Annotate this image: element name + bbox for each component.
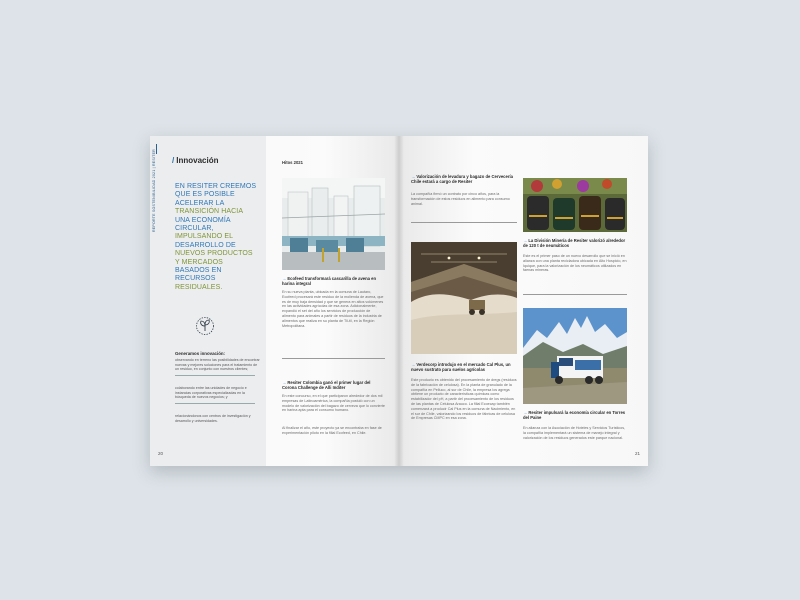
statement-line: Y MERCADOS [175, 258, 223, 266]
generamos-title: Generamos innovación: [175, 351, 226, 356]
divider [523, 294, 627, 295]
statement-line: DESARROLLO DE [175, 241, 236, 249]
torres-del-paine-photo [523, 308, 627, 404]
divider [282, 358, 385, 359]
calplus-caption: → Verdecorp introdujo en el mercado Cal Plus, un nuevo sustrato para suelos agrícolas [411, 362, 511, 372]
warehouse-photo-image [411, 242, 517, 354]
statement-line: CIRCULAR, [175, 225, 214, 233]
mineria-caption: → La División Minería de Resiter valorizó alrededor de 120 t de neumáticos [523, 238, 626, 248]
cerveceria-caption: → Valorización de levadura y bagazo de Cervecería Chile estará a cargo de Resiter [411, 174, 513, 184]
page-number-right: 21 [634, 451, 640, 456]
statement-line: QUE ES POSIBLE [175, 191, 235, 199]
ecofeed-body: En su nueva planta, ubicada en la comuna de Lautaro, Ecofeed procesará este residuo de la molienda de avena, que es de muy baja densidad y que se genera en altos volúmenes en las actividades agrícolas de esa zona. Adicionalmente, expandió el set del año los servicios de producción de alimento para animales a partir de residuos de la industria de alimentos que realiza en su planta de Til-til, en la Región Metropolitana. [282, 290, 384, 328]
divider [411, 222, 517, 223]
paine-body: En alianza con la Asociación de Hoteles y Servicios Turísticos, la compañía implementará un sistema de manejo integral y valorización de los residuos generados este parque nacional. [523, 426, 626, 440]
statement-line: TRANSICIÓN HACIA [175, 208, 244, 216]
innovation-statement [175, 183, 261, 292]
statement-line: EN RESITER CREEMOS [175, 183, 257, 190]
spine-shadow [394, 136, 404, 466]
planters-photo [523, 178, 627, 232]
generamos-item: colaborando entre las unidades de negocio e instancias corporativas especializadas en la búsqueda de nuevos negocios; y [175, 386, 247, 400]
generamos-item: observando en terreno las posibilidades de encontrar nuevas y mejores soluciones para el tratamiento de un residuo, en conjunto con nuestros clientes; [175, 358, 260, 372]
warehouse-photo [411, 242, 517, 354]
planters-photo-image [523, 178, 627, 232]
magazine-spread [150, 136, 648, 466]
generamos-item: relacionándonos con centros de investigación y desarrollo y universidades. [175, 414, 251, 423]
statement-line: NUEVOS PRODUCTOS [175, 250, 253, 258]
cerveceria-body: La compañía firmó un contrato por cinco años, para la transformación de estos residuos en alimento para consumo animal. [411, 192, 510, 206]
colombia-caption: → Resiter Colombia ganó el primer lugar del Corona Challenge de Alli Inditer [282, 380, 371, 390]
paine-caption: → Resiter impulsará la economía circular en Torres del Paine [523, 410, 626, 420]
section-title-slash: / [172, 156, 175, 165]
calplus-body: Este producto es obtenido del procesamiento de dregs (residuos de la fabricación de celulosa). En la planta de granulado de la compañía en Pelluco, al sur de Chile, la empresa los agrega obtiene un producto de características químicas como estabilizador del pH, a partir del procesamiento de los residuos de las plantas de Celulosa Arauco. La filial Ecoecap también comenzará a producir Cal Plus en la comuna de Nacimiento, en el sur de Chile, valorizando los residuos de fábricas de celulosa de Empresas CMPC en esa zona. [411, 378, 517, 421]
factory-photo-image [282, 178, 385, 270]
statement-line: IMPULSANDO EL [175, 233, 234, 241]
mineria-body: Este es el primer paso de un nuevo desarrollo que se inició en alianza con una planta recicladora ubicada en Alto Hospicio, en Iquique, para la valorización de los neumáticos utilizados en faenas mineras. [523, 254, 627, 273]
colombia-body: En este concurso, en el que participaron alrededor de dos mil empresas de Latinoamérica, la compañía postuló con un modelo de valorización del bagazo de cerveza que lo convierte en harina apta para el consumo humano. [282, 394, 385, 413]
colombia-body-2: Al finalizar el año, este proyecto ya se encontraba en fase de experimentación piloto en la filial Ecofeed, en Chile. [282, 426, 382, 435]
page-number-left: 20 [158, 451, 164, 456]
torres-del-paine-photo-image [523, 308, 627, 404]
statement-line: UNA ECONOMÍA [175, 216, 231, 224]
section-title [172, 156, 218, 165]
left-page [150, 136, 399, 466]
sprout-icon [195, 316, 215, 336]
statement-line: RESIDUALES. [175, 283, 223, 291]
hitos-heading: Hitos 2021 [282, 160, 303, 165]
statement-line: RECURSOS [175, 275, 216, 283]
section-title-text: Innovación [176, 156, 219, 165]
factory-photo [282, 178, 385, 270]
right-page [399, 136, 648, 466]
ecofeed-caption: → Ecofeed transformará cascarilla de avena en harina integral [282, 276, 377, 286]
statement-line: ACELERAR LA [175, 199, 225, 207]
hitos-heading-wrap [282, 160, 382, 168]
vertical-report-label: REPORTE SOSTENIBILIDAD 2021 | RESITER [152, 149, 156, 232]
statement-line: BASADOS EN [175, 267, 222, 275]
sidebar-panel [150, 136, 266, 466]
